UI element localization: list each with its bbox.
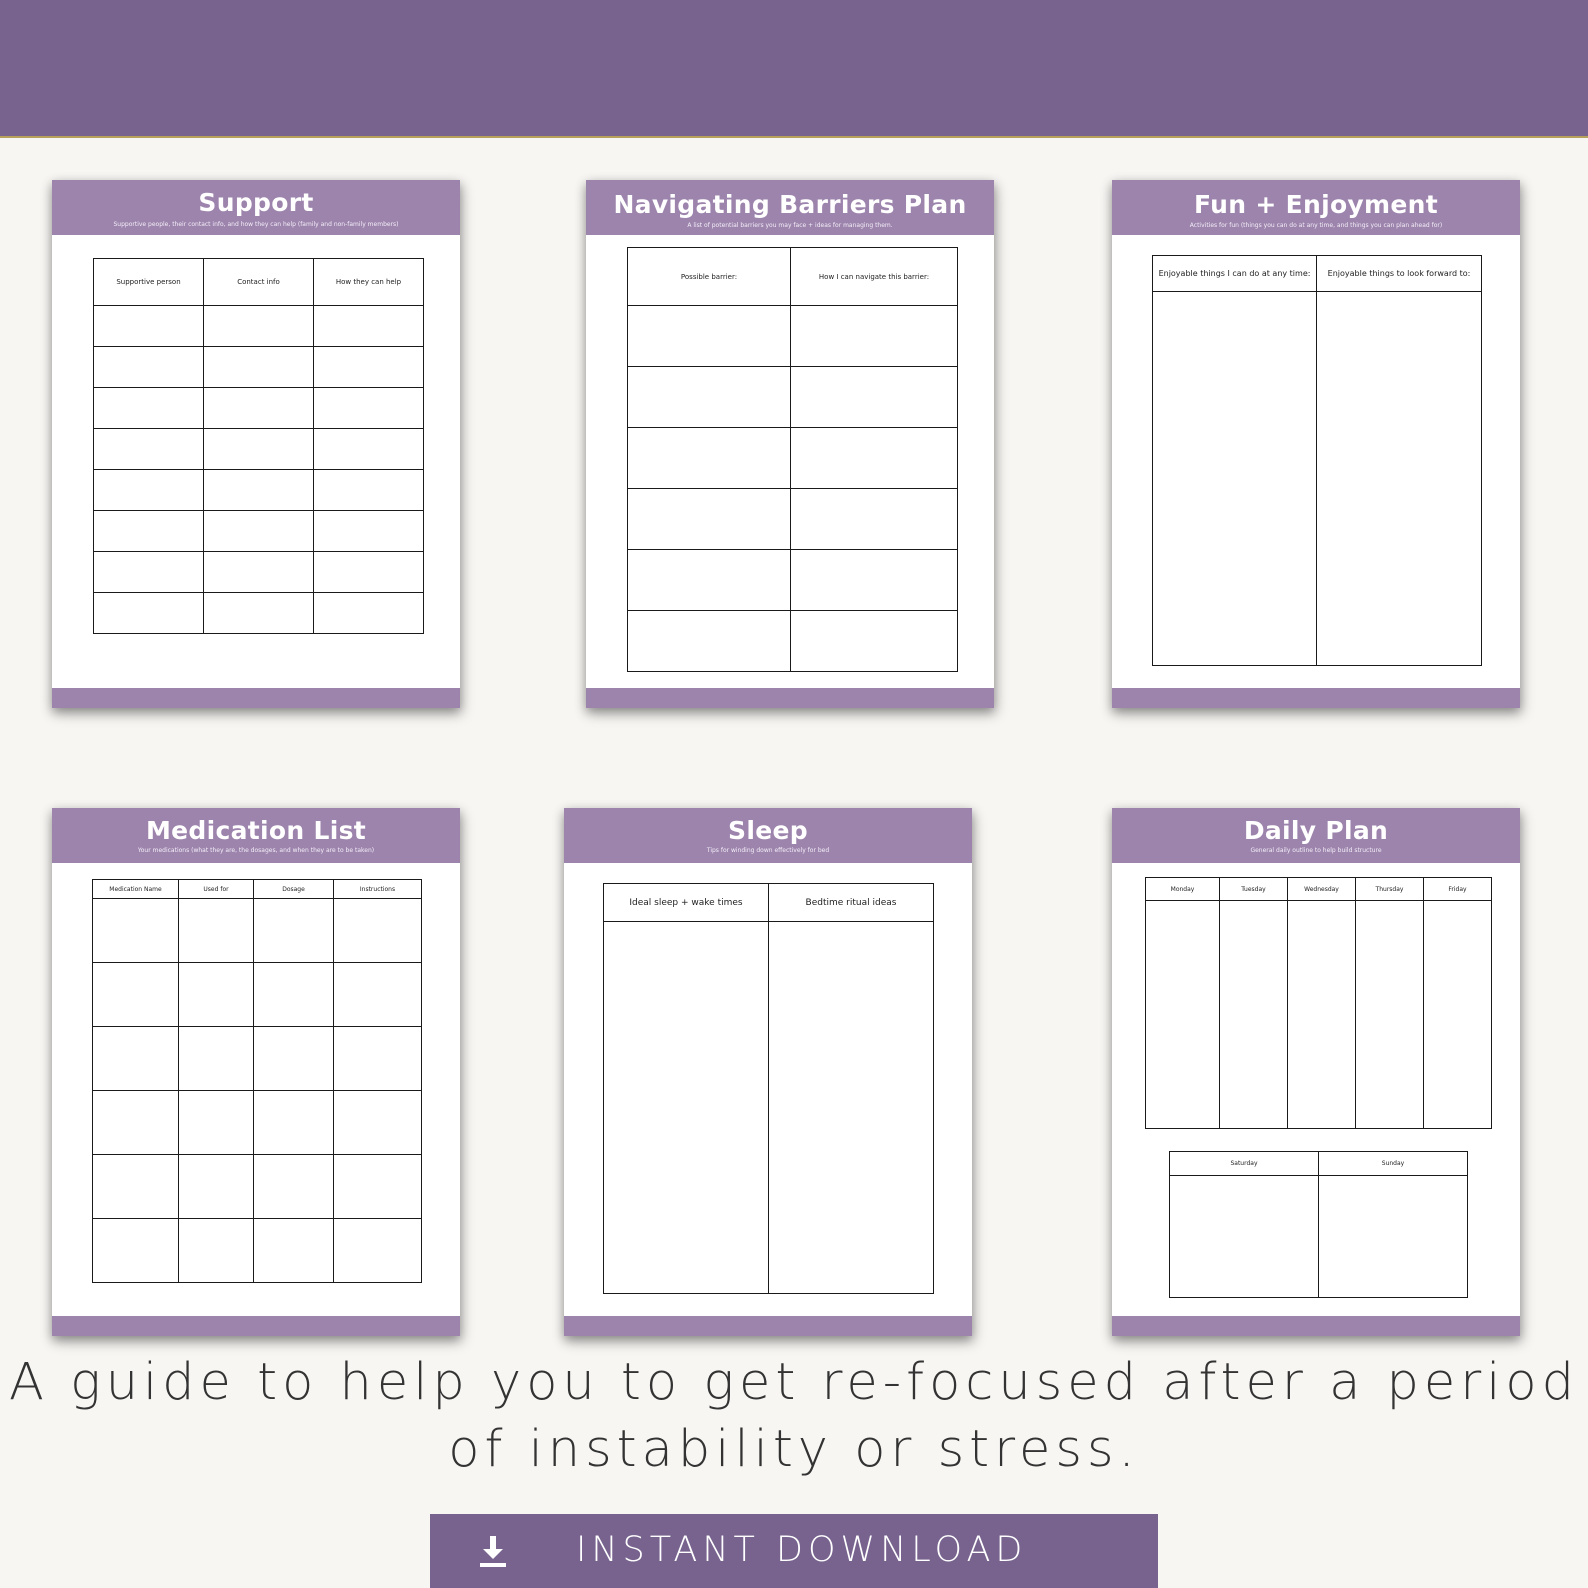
page-footer — [1112, 1316, 1520, 1336]
support-table — [93, 258, 424, 634]
table-row — [628, 367, 958, 428]
table-row — [93, 1027, 422, 1091]
caption — [0, 1349, 1588, 1483]
table-row — [93, 1219, 422, 1283]
page-title: Sleep — [728, 816, 808, 845]
column-header: Medication Name — [93, 880, 179, 899]
page-fun-preview — [1112, 180, 1520, 708]
table-row — [94, 347, 424, 388]
page-barriers-preview — [586, 180, 994, 708]
page-footer — [52, 1316, 460, 1336]
page-footer — [52, 688, 460, 708]
column-header: Supportive person — [94, 259, 204, 306]
column-header: Sunday — [1319, 1152, 1468, 1176]
column-header: Enjoyable things to look forward to: — [1317, 256, 1482, 292]
sleep-table — [603, 883, 934, 1294]
table-row — [93, 963, 422, 1027]
barriers-table — [627, 247, 958, 672]
column-header: Dosage — [254, 880, 334, 899]
column-header: Possible barrier: — [628, 248, 791, 306]
instant-download-button[interactable] — [430, 1514, 1158, 1588]
page-daily-plan-preview — [1112, 808, 1520, 1336]
table-row — [628, 489, 958, 550]
fun-table — [1152, 255, 1482, 666]
table-row — [1153, 292, 1482, 666]
page-title: Daily Plan — [1243, 816, 1389, 845]
page-title: Support — [198, 188, 314, 217]
column-header: Friday — [1424, 878, 1492, 901]
medication-table — [92, 879, 422, 1283]
page-title: Navigating Barriers Plan — [613, 190, 967, 219]
table-row — [94, 429, 424, 470]
page-support-preview — [52, 180, 460, 708]
top-banner — [0, 0, 1588, 138]
table-row — [628, 306, 958, 367]
table-row — [93, 899, 422, 963]
column-header: Monday — [1146, 878, 1220, 901]
column-header: Enjoyable things I can do at any time: — [1153, 256, 1317, 292]
column-header: Tuesday — [1220, 878, 1288, 901]
column-header: How I can navigate this barrier: — [791, 248, 958, 306]
table-row — [93, 1155, 422, 1219]
page-header — [586, 180, 994, 235]
table-row — [628, 550, 958, 611]
page-footer — [1112, 688, 1520, 708]
table-row — [94, 470, 424, 511]
column-header: Wednesday — [1288, 878, 1356, 901]
download-icon — [478, 1534, 508, 1568]
column-header: Thursday — [1356, 878, 1424, 901]
table-row — [94, 306, 424, 347]
page-footer — [586, 688, 994, 708]
page-subtitle: Supportive people, their contact info, and how they can help (family and non-family members) — [113, 221, 399, 228]
column-header: Bedtime ritual ideas — [769, 884, 934, 922]
page-header — [1112, 808, 1520, 863]
page-subtitle: Tips for winding down effectively for bed — [706, 847, 830, 854]
page-header — [1112, 180, 1520, 235]
page-subtitle: Activities for fun (things you can do at any time, and things you can plan ahead for) — [1189, 222, 1443, 229]
page-subtitle: General daily outline to help build structure — [1250, 847, 1382, 854]
page-title: Medication List — [145, 816, 366, 845]
page-sleep-preview — [564, 808, 972, 1336]
table-row — [94, 388, 424, 429]
table-row — [1146, 901, 1492, 1129]
table-row — [93, 1091, 422, 1155]
caption-line: A guide to help you to get re-focused after a period — [8, 1353, 1579, 1412]
column-header: Instructions — [334, 880, 422, 899]
table-row — [628, 428, 958, 489]
page-header — [564, 808, 972, 863]
page-subtitle: A list of potential barriers you may face + ideas for managing them. — [687, 222, 893, 229]
table-row — [94, 552, 424, 593]
table-row — [628, 611, 958, 672]
column-header: How they can help — [314, 259, 424, 306]
page-footer — [564, 1316, 972, 1336]
column-header: Used for — [179, 880, 254, 899]
page-medication-preview — [52, 808, 460, 1336]
table-row — [94, 593, 424, 634]
page-title: Fun + Enjoyment — [1194, 190, 1438, 219]
download-label: INSTANT DOWNLOAD — [576, 1530, 1028, 1570]
table-row — [604, 922, 934, 1294]
caption-line: of instability or stress. — [448, 1420, 1140, 1479]
weekend-table — [1169, 1151, 1468, 1298]
column-header: Contact info — [204, 259, 314, 306]
table-row — [94, 511, 424, 552]
column-header: Saturday — [1170, 1152, 1319, 1176]
page-header — [52, 808, 460, 863]
column-header: Ideal sleep + wake times — [604, 884, 769, 922]
weekday-table — [1145, 877, 1492, 1129]
page-subtitle: Your medications (what they are, the dosages, and when they are to be taken) — [137, 847, 375, 854]
table-row — [1170, 1176, 1468, 1298]
page-header — [52, 180, 460, 235]
